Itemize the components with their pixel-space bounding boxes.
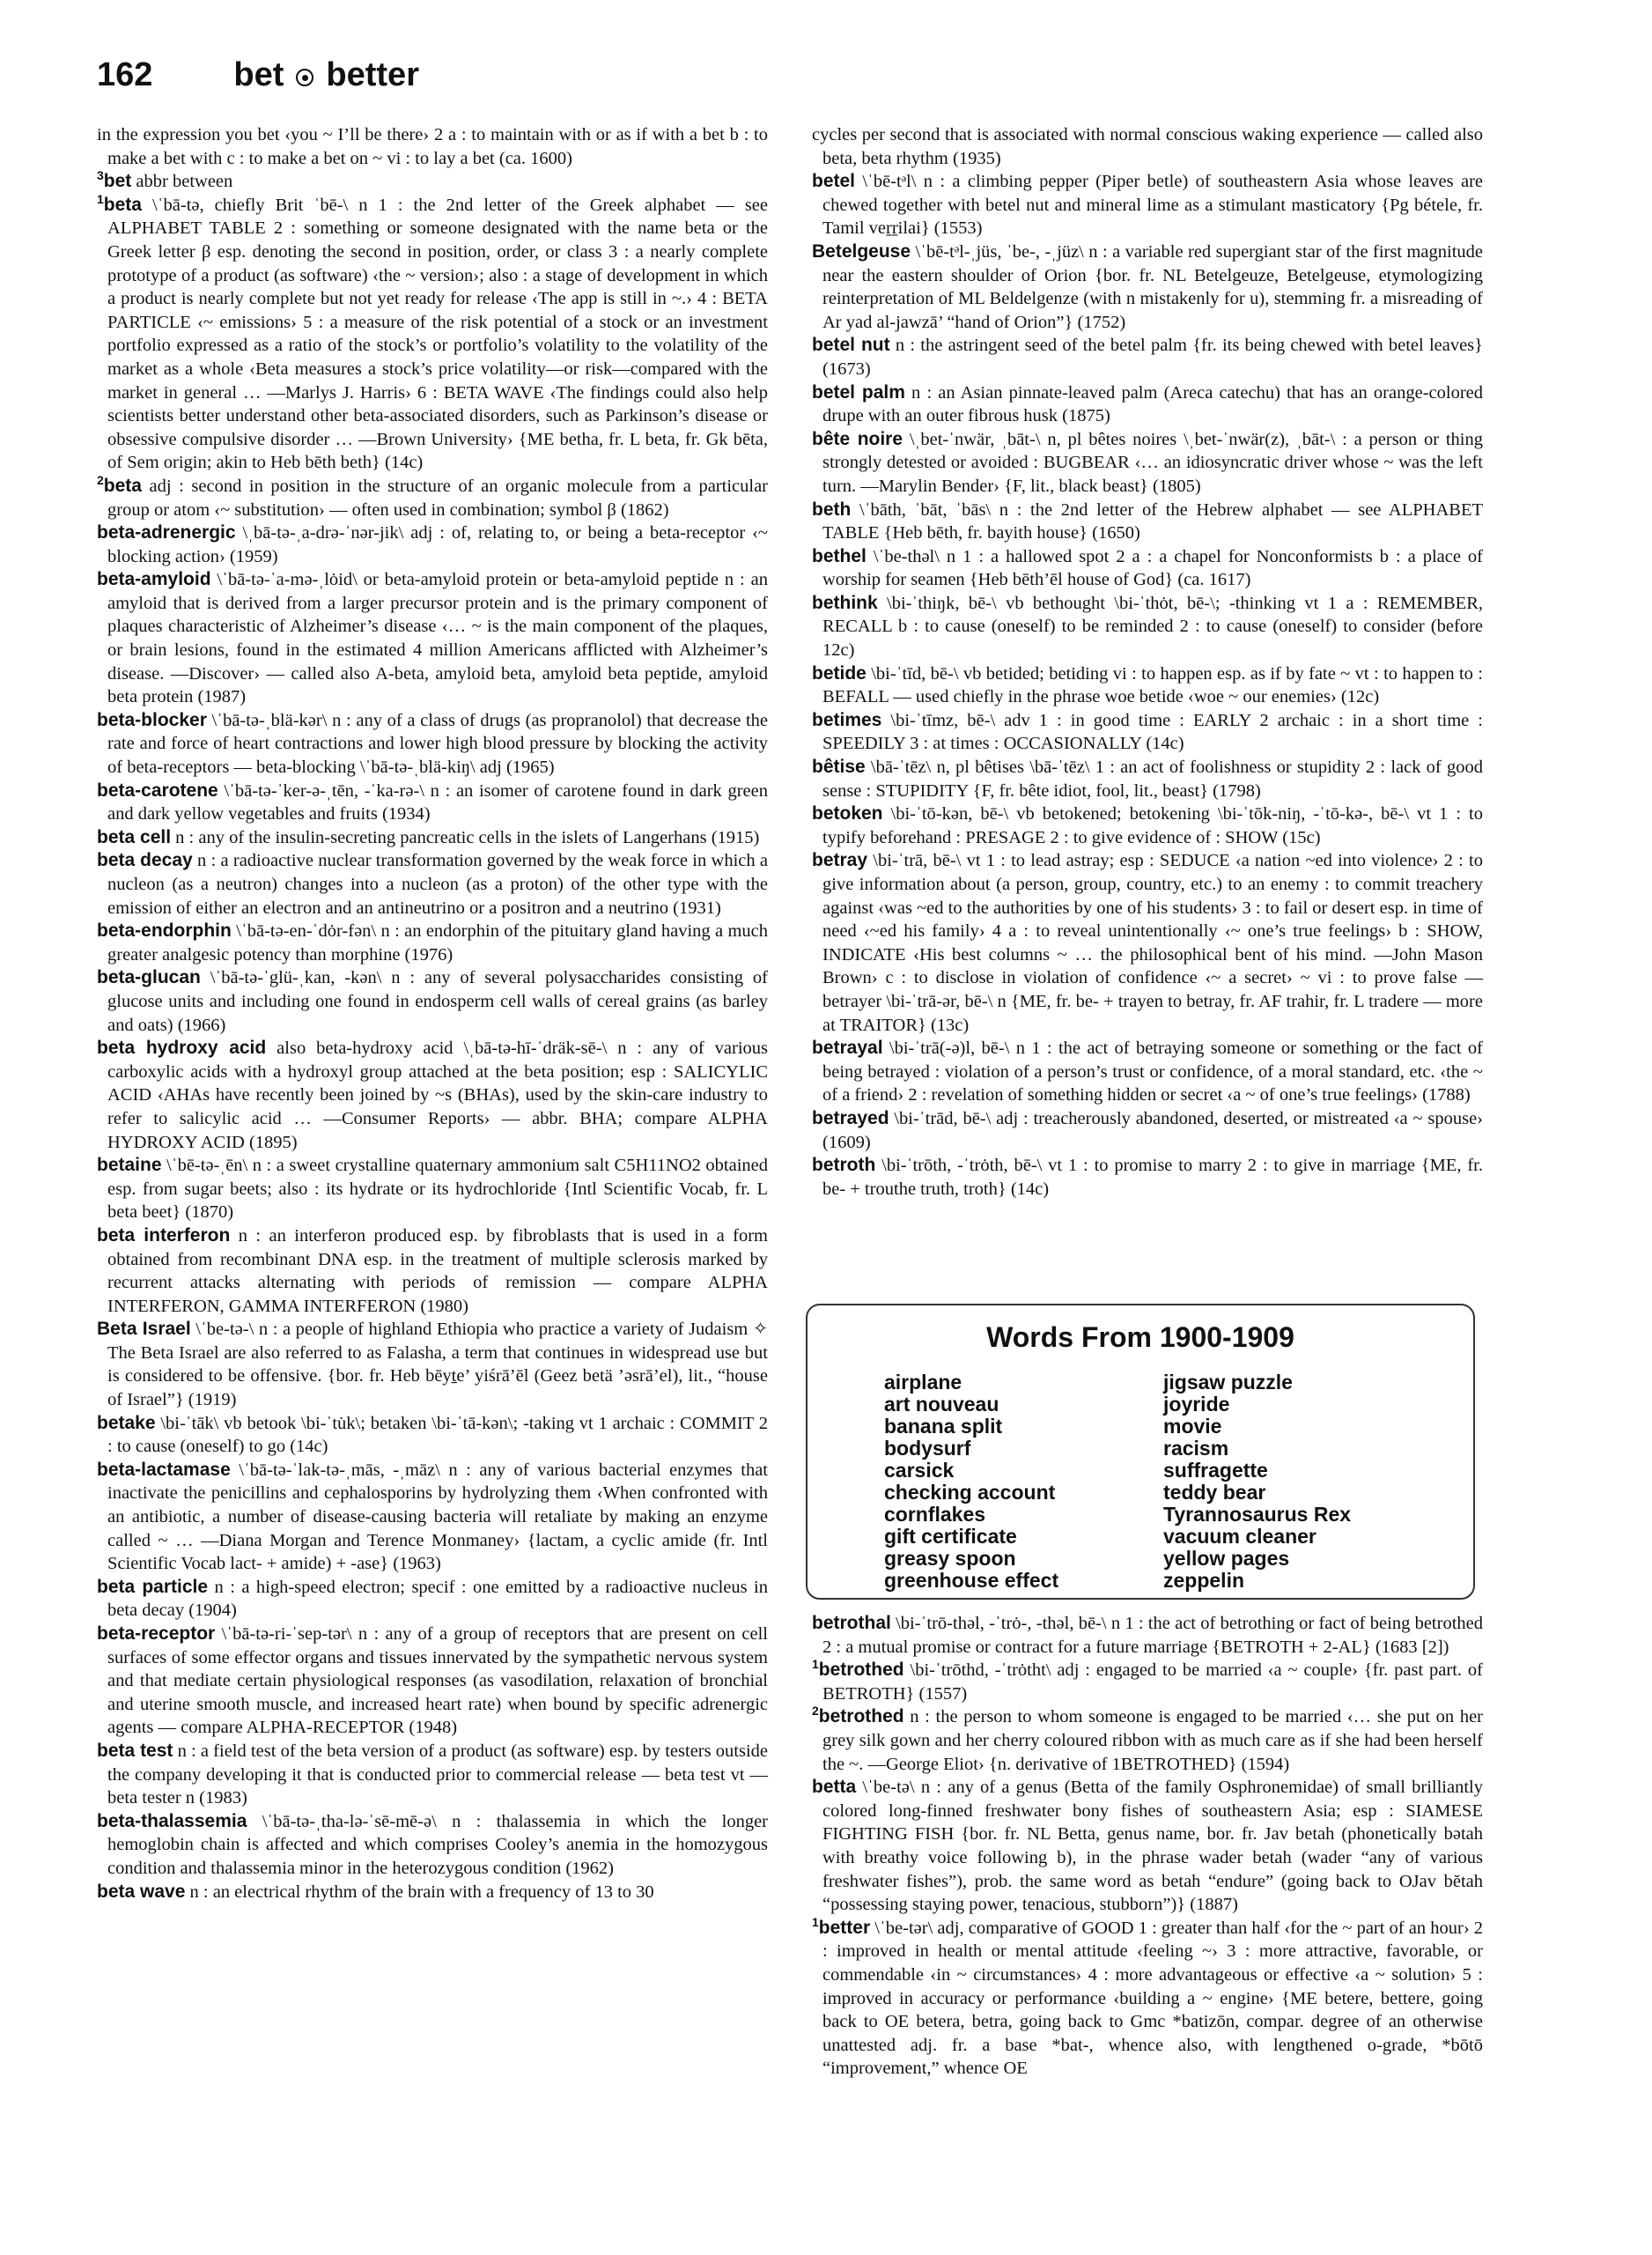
- entry-body: \ˈbā-tə-ˈker-ə-ˌtēn, -ˈka-rə-\ n : an isomer of carotene found in dark green and dark yellow vegetables and fruits (1934): [107, 780, 768, 824]
- headword: beta-endorphin: [97, 920, 232, 942]
- dictionary-entry: [812, 545, 1483, 592]
- dictionary-entry: [97, 521, 768, 568]
- homograph-number: 2: [812, 1704, 819, 1719]
- entry-body: abbr between: [131, 172, 233, 192]
- dictionary-entry: [812, 1776, 1483, 1917]
- headword: betta: [812, 1777, 857, 1798]
- headword: betel nut: [812, 335, 890, 356]
- guide-word-last: better: [326, 56, 419, 93]
- dictionary-entry: [97, 1412, 768, 1459]
- guide-word-first: bet: [233, 56, 284, 93]
- entry-body: \bi-ˈtrōth, -ˈtrȯth, bē-\ vt 1 : to promise to marry 2 : to give in marriage {ME, fr. be- + trouthe truth, troth} (14c): [822, 1156, 1483, 1199]
- dictionary-entry: [97, 475, 768, 521]
- headword: beta decay: [97, 850, 193, 871]
- headword: betimes: [812, 709, 882, 730]
- entry-body: adj : second in position in the structure of an organic molecule from a particular group or atom ‹~ substitution› — often used in combination; symbol β (1862): [107, 476, 768, 520]
- entry-body: in the expression you bet ‹you ~ I’ll be there› 2 a : to maintain with or as if with a bet b : to make a bet with c : to make a bet on ~ vi : to lay a bet (ca. 1600): [97, 125, 768, 168]
- headword: beta hydroxy acid: [97, 1038, 267, 1059]
- entry-body: \bi-ˈtīmz, bē-\ adv 1 : in good time : EARLY 2 archaic : in a short time : SPEEDILY 3 : at times : OCCASIONALLY (14c): [822, 710, 1483, 754]
- sidebar-word: gift certificate: [884, 1525, 1017, 1548]
- entry-body: n : the person to whom someone is engaged to be married ‹… she put on her grey silk gown and her cherry coloured ribbon with as much care as if she had been herself the ~. —George Eliot› {n. derivative of 1BETROTHED} (1594): [822, 1707, 1483, 1774]
- sidebar-word: art nouveau: [884, 1393, 999, 1416]
- homograph-number: 2: [97, 473, 104, 488]
- entry-body: \ˈbā-tə, chiefly Brit ˈbē-\ n 1 : the 2nd letter of the Greek alphabet — see ALPHABET TABLE 2 : something or someone designated with the name beta or the Greek letter β esp. denoting the second in position, order, or class 3 : a nearly complete prototype of a product (as software) ‹the ~ version›; also : a stage of development in which a product is nearly complete but not yet ready for release ‹The app is still in ~.› 4 : BETA PARTICLE ‹~ emissions› 5 : a measure of the risk potential of a stock or an investment portfolio expressed as a ratio of the stock’s or portfolio’s volatility to the volatility of the market as a whole ‹Beta measures a stock’s price volatility—or risk—compared with the market in general … —Marlys J. Harris› 6 : BETA WAVE ‹The findings could also help scientists better understand other beta-associated disorders, such as Parkinson’s disease or obsessive compulsive disorder … —Brown University› {ME betha, fr. L beta, fr. Gk bēta, of Sem origin; akin to Heb bēth beth} (14c): [107, 195, 768, 473]
- dictionary-entry: [812, 334, 1483, 381]
- headword: betrothed: [818, 1660, 904, 1681]
- entry-body: \ˈbāth, ˈbāt, ˈbās\ n : the 2nd letter of the Hebrew alphabet — see ALPHABET TABLE {Heb bēth, fr. bayith house} (1650): [822, 499, 1483, 543]
- dictionary-entry: [97, 1881, 768, 1904]
- headword: betrayal: [812, 1038, 883, 1059]
- sidebar-word: vacuum cleaner: [1163, 1525, 1316, 1548]
- headword: bêtise: [812, 757, 866, 778]
- headword: beta cell: [97, 826, 172, 847]
- headword: beta-thalassemia: [97, 1810, 247, 1831]
- dictionary-entry: [812, 756, 1483, 802]
- entry-body: \ˈbā-tə-ˌblä-kər\ n : any of a class of drugs (as propranolol) that decrease the rate and force of heart contractions and lower high blood pressure by blocking the activity of beta-receptors — beta-blocking \ˈbā-tə-ˌblä-kiŋ\ adj (1965): [107, 710, 768, 778]
- headword: beta particle: [97, 1576, 209, 1597]
- dictionary-entry: [812, 1037, 1483, 1107]
- entry-body: n : an interferon produced esp. by fibroblasts that is used in a form obtained from recombinant DNA esp. in the treatment of multiple sclerosis marked by recurrent attacks alternating with periods of remission — compare ALPHA INTERFERON, GAMMA INTERFERON (1980): [107, 1225, 768, 1316]
- headword: beta-glucan: [97, 967, 201, 988]
- sidebar-word: racism: [1163, 1437, 1229, 1460]
- entry-body: \bi-ˈtrā(-ə)l, bē-\ n 1 : the act of betraying someone or something or the fact of being betrayed : violation of a person’s trust or confidence, of a moral standard, etc. ‹the ~ of a friend› 2 : revelation of something hidden or secret ‹a ~ of one’s true feelings› (1788): [822, 1039, 1483, 1105]
- headword: betrayed: [812, 1107, 889, 1128]
- entry-body: \bi-ˈtō-kən, bē-\ vb betokened; betokening \bi-ˈtōk-niŋ, -ˈtō-kə-, bē-\ vt 1 : to typify beforehand : PRESAGE 2 : to give evidence of : SHOW (15c): [822, 804, 1483, 847]
- dictionary-entry: [97, 123, 768, 170]
- words-from-sidebar: [806, 1304, 1475, 1600]
- right-column-top: [812, 123, 1483, 1201]
- headword: bet: [103, 171, 132, 192]
- entry-body: n : any of the insulin-secreting pancreatic cells in the islets of Langerhans (1915): [171, 827, 760, 847]
- headword: betake: [97, 1412, 156, 1433]
- guide-words: [233, 56, 419, 94]
- dictionary-entry: [97, 920, 768, 966]
- dictionary-entry: [97, 568, 768, 709]
- entry-body: \ˈbā-tə-ri-ˈsep-tər\ n : any of a group of receptors that are present on cell surfaces of some effector organs and tissues innervated by the sympathetic nervous system and that mediate certain physiological responses (as vasodilation, relaxation of bronchial and uterine smooth muscle, and increased heart rate) when bound by specific adrenergic agents — compare ALPHA-RECEPTOR (1948): [107, 1624, 768, 1738]
- entry-body: \ˈbē-tə-ˌēn\ n : a sweet crystalline quaternary ammonium salt C5H11NO2 obtained esp. from sugar beets; also : its hydrate or its hydrochloride {Intl Scientific Vocab, fr. L beta beet} (1870): [107, 1156, 768, 1223]
- dictionary-entry: [812, 802, 1483, 849]
- dictionary-entry: [97, 1740, 768, 1810]
- sidebar-word: checking account: [884, 1481, 1056, 1504]
- headword: better: [818, 1917, 871, 1938]
- headword: beta-adrenergic: [97, 522, 236, 543]
- sidebar-title: Words From 1900-1909: [986, 1321, 1294, 1353]
- headword: beta-blocker: [97, 709, 207, 730]
- entry-body: \ˌbā-tə-ˌa-drə-ˈnər-jik\ adj : of, relating to, or being a beta-receptor ‹~ blocking action› (1959): [107, 523, 768, 566]
- dictionary-entry: [97, 1810, 768, 1881]
- dictionary-entry: [812, 662, 1483, 709]
- dictionary-entry: [97, 780, 768, 826]
- sidebar-word-list-left: [884, 1371, 1058, 1592]
- entry-body: \ˈbē-tᵊl-ˌjüs, ˈbe-, -ˌjüz\ n : a variable red supergiant star of the first magnitude near the eastern shoulder of Orion {bor. fr. NL Betelgeuze, Betelgeuse, etymologizing reinterpretation of ML Beldelgenze (with n mistakenly for u), stemming fr. a misreading of Ar yad al-jawzā’ “hand of Orion”} (1752): [822, 241, 1483, 332]
- dictionary-entry: [97, 1037, 768, 1154]
- left-column: [97, 123, 768, 1904]
- dictionary-entry: [812, 592, 1483, 662]
- sidebar-word: suffragette: [1163, 1459, 1268, 1482]
- dictionary-entry: [97, 170, 768, 194]
- sidebar-word: bodysurf: [884, 1437, 971, 1460]
- entry-body: \bi-ˈtrā, bē-\ vt 1 : to lead astray; esp : SEDUCE ‹a nation ~ed into violence› 2 : to give information about (a person, group, country, etc.) to an enemy : to commit treachery against ‹was ~ed to the authorities by one of his students› 3 : to fail or desert esp. in time of need ‹~ed his family› 4 a : to reveal unintentionally ‹~ one’s true feelings› b : SHOW, INDICATE ‹His best columns ~ … the philosophical bent of his mind. —John Mason Brown› c : to disclose in violation of confidence ‹~ a secret› ~ vi : to prove false — betrayer \bi-ˈtrā-ər, bē-\ n {ME, fr. be- + trayen to betray, fr. AF trahir, fr. L tradere — more at TRAITOR} (13c): [822, 851, 1483, 1035]
- right-column-bottom: [812, 1612, 1483, 2081]
- dictionary-entry: [812, 123, 1483, 170]
- entry-body: cycles per second that is associated with normal conscious waking experience — called also beta, beta rhythm (1935): [812, 125, 1483, 168]
- dictionary-entry: [812, 170, 1483, 240]
- sidebar-word: teddy bear: [1163, 1481, 1266, 1504]
- sidebar-word: yellow pages: [1163, 1547, 1290, 1570]
- dictionary-entry: [812, 1612, 1483, 1659]
- headword: beta: [103, 194, 142, 215]
- dictionary-entry: [97, 849, 768, 920]
- entry-body: \ˈbā-tə-ˈlak-tə-ˌmās, -ˌmāz\ n : any of various bacterial enzymes that inactivate the penicillins and cephalosporins by hydrolyzing them ‹When confronted with an antibiotic, a number of disease-causing bacteria will retaliate by making an enzyme called ~ … —Diana Morgan and Terence Monmaney› {lactam, a cyclic amide (fr. Intl Scientific Vocab lact- + amide) + -ase} (1963): [107, 1460, 768, 1574]
- entry-body: \bi-ˈtrād, bē-\ adj : treacherously abandoned, deserted, or mistreated ‹a ~ spouse› (1609): [822, 1108, 1483, 1152]
- headword: betide: [812, 662, 867, 684]
- headword: beta wave: [97, 1881, 186, 1902]
- homograph-number: 1: [812, 1914, 819, 1929]
- dictionary-entry: [812, 1914, 1484, 2081]
- headword: bête noire: [812, 428, 903, 449]
- entry-body: n : a radioactive nuclear transformation governed by the weak force in which a nucleon (as a neutron) changes into a nucleon (as a proton) of the other type with the emission of either an electron and an antineutrino or a positron and a neutrino (1931): [107, 851, 768, 918]
- homograph-number: 1: [97, 191, 104, 206]
- headword: bethel: [812, 545, 867, 566]
- homograph-number: 3: [97, 168, 104, 183]
- dictionary-entry: [97, 1623, 768, 1740]
- dictionary-entry: [812, 1107, 1483, 1154]
- entry-body: \ˈbe-thəl\ n 1 : a hallowed spot 2 a : a chapel for Nonconformists b : a place of worship for seamen {Heb bēth’ēl house of God} (ca. 1617): [822, 546, 1483, 590]
- entry-body: \ˈbē-tᵊl\ n : a climbing pepper (Piper betle) of southeastern Asia whose leaves are chewed together with betel nut and mineral lime as a stimulant masticatory {Pg bétele, fr. Tamil veṟṟilai} (1553): [822, 172, 1483, 239]
- headword: betaine: [97, 1155, 162, 1176]
- page-header: [97, 56, 419, 109]
- entry-body: \ˈbā-tə-ˈglü-ˌkan, -kən\ n : any of several polysaccharides consisting of glucose units and including one found in endosperm cell walls of cereal grains (as barley and oats) (1966): [107, 968, 768, 1035]
- dictionary-entry: [812, 1659, 1483, 1705]
- dictionary-entry: [97, 1224, 768, 1318]
- dictionary-entry: [812, 709, 1483, 756]
- sidebar-word: jigsaw puzzle: [1163, 1371, 1293, 1394]
- headword: beta-receptor: [97, 1623, 216, 1644]
- entry-body: also beta-hydroxy acid \ˌbā-tə-hī-ˈdräk-sē-\ n : any of various carboxylic acids with a hydroxyl group attached at the beta position; esp : SALICYLIC ACID ‹AHAs have recently been joined by ~s (BHAs), used by the skin-care industry to refer to salicylic acid … —Consumer Reports› — abbr. BHA; compare ALPHA HYDROXY ACID (1895): [107, 1039, 768, 1152]
- headword: betroth: [812, 1155, 876, 1176]
- headword: beta test: [97, 1740, 173, 1761]
- entry-body: \ˈbe-tə\ n : any of a genus (Betta of the family Osphronemidae) of small brilliantly colored long-finned freshwater bony fishes of southeastern Asia; esp : SIAMESE FIGHTING FISH {bor. fr. NL Betta, genus name, bor. fr. Jav betah (phonetically bətah with breathy voice following b), in the phrase wader betah (wader “any of various freshwater fishes”), prob. the same word as betah “endure” (going back to OJav bĕtah “possessing staying power, tenacious, stubborn”)} (1887): [822, 1778, 1483, 1915]
- entry-body: \ˈbe-tər\ adj, comparative of GOOD 1 : greater than half ‹for the ~ part of an hour› 2 : improved in health or mental attitude ‹feeling ~› 3 : more attractive, favorable, or commendable ‹in ~ circumstances› 4 : more advantageous or effective ‹a ~ solution› 5 : improved in accuracy or performance ‹building a ~ engine› {ME betere, bettere, going back to OE betera, betra, going back to Gmc *batizōn, compar. degree of an otherwise unattested adj. fr. a base *bat-, whence also, with lengthened o-grade, *bōtō “improvement,” whence OE: [822, 1918, 1484, 2079]
- dictionary-entry: [97, 1318, 768, 1411]
- entry-body: \bi-ˈtrō-thəl, -ˈtrȯ-, -thəl, bē-\ n 1 : the act of betrothing or fact of being betrothed 2 : a mutual promise or contract for a future marriage {BETROTH + 2-AL} (1683 [2]): [822, 1614, 1483, 1657]
- sidebar-word: zeppelin: [1163, 1569, 1245, 1592]
- sidebar-word: banana split: [884, 1415, 1003, 1438]
- headword: beth: [812, 499, 852, 520]
- headword: beta interferon: [97, 1224, 231, 1246]
- entry-body: n : a high-speed electron; specif : one emitted by a radioactive nucleus in beta decay (1904): [107, 1577, 768, 1621]
- dictionary-entry: [812, 499, 1483, 545]
- entry-body: \ˈbe-tə-\ n : a people of highland Ethiopia who practice a variety of Judaism ✧ The Beta Israel are also referred to as Falasha, a term that continues in widespread use but is considered to be offensive. {bor. fr. Heb bēyṯe’ yiśrā’ēl (Geez betä ’əsrā’el), lit., “house of Israel”} (1919): [107, 1320, 768, 1410]
- entry-body: \bi-ˈtāk\ vb betook \bi-ˈtu̇k\; betaken \bi-ˈtā-kən\; -taking vt 1 archaic : COMMIT 2 : to cause (oneself) to go (14c): [107, 1413, 768, 1457]
- dictionary-entry: [97, 1459, 768, 1576]
- entry-body: \ˈbā-tə-en-ˈdȯr-fən\ n : an endorphin of the pituitary gland having a much greater analgesic potency than morphine (1976): [107, 921, 768, 965]
- bullseye-separator-icon: [296, 69, 313, 86]
- dictionary-entry: [812, 849, 1483, 1037]
- sidebar-word: movie: [1163, 1415, 1222, 1438]
- sidebar-word: cornflakes: [884, 1503, 986, 1526]
- headword: betrothal: [812, 1613, 891, 1633]
- headword: Beta Israel: [97, 1319, 191, 1340]
- page-number: 162: [97, 56, 153, 93]
- entry-body: \bi-ˈtrōthd, -ˈtrȯtht\ adj : engaged to be married ‹a ~ couple› {fr. past part. of BETROTH} (1557): [822, 1660, 1483, 1704]
- sidebar-word: carsick: [884, 1459, 955, 1482]
- dictionary-entry: [97, 1154, 768, 1224]
- dictionary-entry: [97, 1576, 768, 1623]
- dictionary-entry: [812, 381, 1483, 428]
- headword: betel palm: [812, 381, 905, 403]
- headword: betoken: [812, 803, 883, 824]
- headword: beta-lactamase: [97, 1459, 231, 1480]
- headword: betrothed: [818, 1706, 904, 1727]
- dictionary-entry: [97, 966, 768, 1037]
- headword: Betelgeuse: [812, 240, 911, 262]
- sidebar-word-list-right: [1163, 1371, 1351, 1592]
- entry-body: n : an electrical rhythm of the brain with a frequency of 13 to 30: [185, 1882, 654, 1902]
- sidebar-word: joyride: [1163, 1393, 1230, 1416]
- sidebar-word: greasy spoon: [884, 1547, 1016, 1570]
- dictionary-entry: [97, 826, 768, 850]
- homograph-number: 1: [812, 1657, 819, 1672]
- sidebar-word: airplane: [884, 1371, 962, 1394]
- entry-body: \ˈbā-tə-ˌtha-lə-ˈsē-mē-ə\ n : thalassemia in which the longer hemoglobin chain is affected and which comprises Cooley’s anemia in the homozygous condition and thalassemia minor in the heterozygous condition (1962): [107, 1811, 768, 1878]
- dictionary-entry: [812, 240, 1483, 334]
- entry-body: \bi-ˈthiŋk, bē-\ vb bethought \bi-ˈthȯt, bē-\; -thinking vt 1 a : REMEMBER, RECALL b : to cause (oneself) to be reminded 2 : to cause (oneself) to consider (before 12c): [822, 593, 1483, 661]
- headword: beta-carotene: [97, 780, 218, 801]
- entry-body: \bi-ˈtīd, bē-\ vb betided; betiding vi : to happen esp. as if by fate ~ vt : to happen to : BEFALL — used chiefly in the phrase woe betide ‹woe ~ our enemies› (12c): [822, 663, 1483, 707]
- entry-body: \ˌbet-ˈnwär, ˌbāt-\ n, pl bêtes noires \ˌbet-ˈnwär(z), ˌbāt-\ : a person or thing strongly detested or avoided : BUGBEAR ‹… an idiosyncratic driver whose ~ was the left turn. —Marylin Bender› {F, lit., black beast} (1805): [822, 429, 1483, 496]
- entry-body: \bā-ˈtēz\ n, pl bêtises \bā-ˈtēz\ 1 : an act of foolishness or stupidity 2 : lack of good sense : STUPIDITY {F, fr. bête idiot, fool, lit., beast} (1798): [822, 758, 1483, 801]
- entry-body: \ˈbā-tə-ˈa-mə-ˌlȯid\ or beta-amyloid protein or beta-amyloid peptide n : an amyloid that is derived from a larger precursor protein and is the primary component of plaques characteristic of Alzheimer’s disease ‹… ~ is the main component of the plaques, or brain lesions, found in the estimated 4 million Americans afflicted with Alzheimer’s disease. —Discover› — called also A-beta, amyloid beta, amyloid beta peptide, amyloid beta protein (1987): [107, 570, 768, 707]
- headword: beta: [103, 475, 142, 496]
- entry-body: n : a field test of the beta version of a product (as software) esp. by testers outside the company developing it that is conducted prior to commercial release — beta test vt — beta tester n (1983): [107, 1741, 769, 1808]
- dictionary-entry: [97, 709, 768, 780]
- dictionary-entry: [812, 1705, 1483, 1776]
- sidebar-word: Tyrannosaurus Rex: [1163, 1503, 1352, 1526]
- sidebar-word: greenhouse effect: [884, 1569, 1059, 1592]
- headword: betel: [812, 171, 856, 192]
- dictionary-entry: [97, 191, 768, 475]
- dictionary-entry: [812, 428, 1483, 499]
- entry-body: n : an Asian pinnate-leaved palm (Areca catechu) that has an orange-colored drupe with an outer fibrous husk (1875): [822, 382, 1483, 426]
- headword: bethink: [812, 592, 878, 613]
- entry-body: n : the astringent seed of the betel palm {fr. its being chewed with betel leaves} (1673): [822, 336, 1483, 379]
- headword: betray: [812, 850, 868, 871]
- dictionary-entry: [812, 1154, 1483, 1201]
- headword: beta-amyloid: [97, 569, 211, 590]
